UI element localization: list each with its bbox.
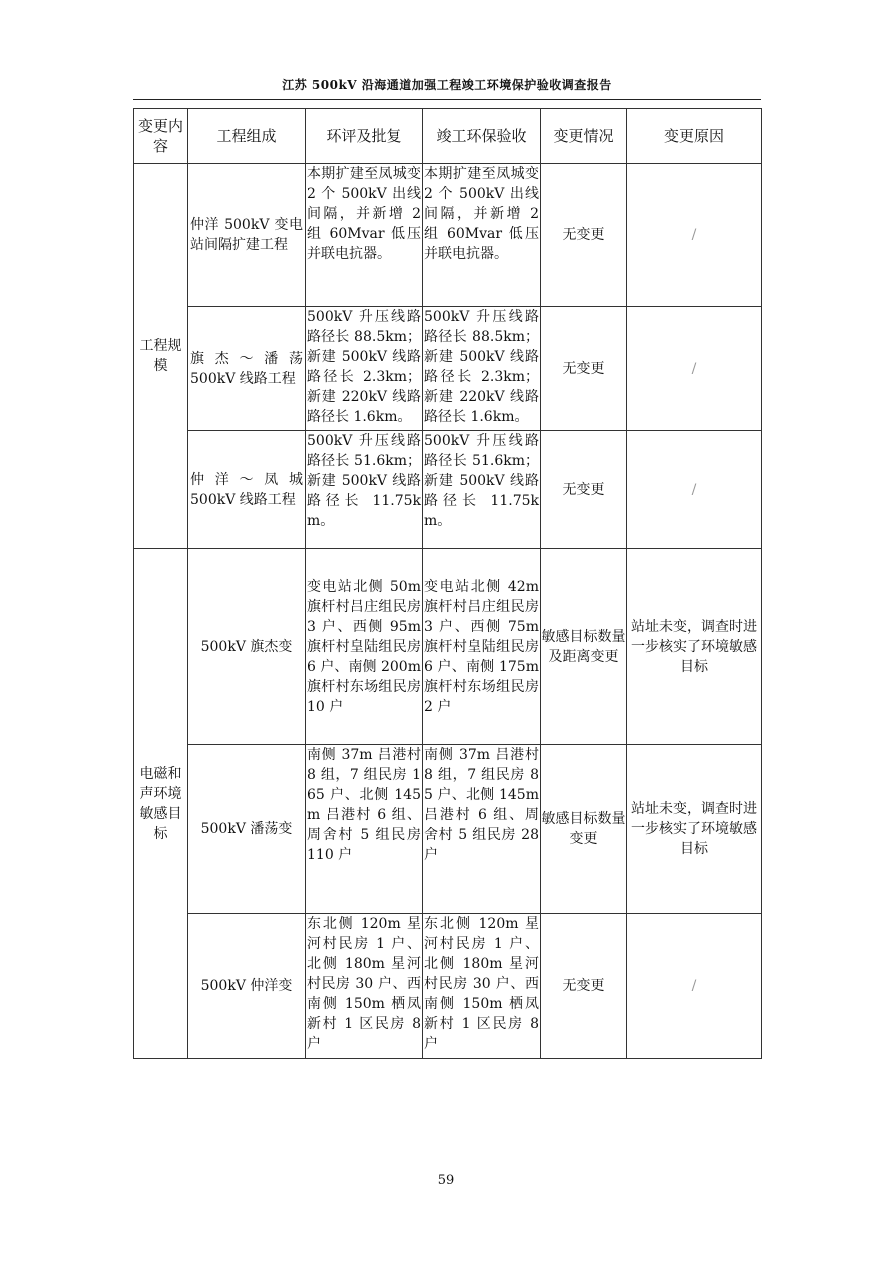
acceptance-cell: 南侧 37m 吕港村 8 组，7 组民房 85 户、北侧 145m 吕港村 6 组、周舍村 5 组民房 28 户 <box>423 745 541 914</box>
reason-cell: 站址未变，调查时进一步核实了环境敏感目标 <box>627 549 762 745</box>
reason-cell: / <box>627 307 762 431</box>
reason-cell: / <box>627 914 762 1059</box>
component-cell: 500kV 潘荡变 <box>188 745 306 914</box>
eia-cell: 500kV 升压线路路径长 51.6km；新建 500kV 线路路径长 11.75km。 <box>306 431 423 549</box>
reason-cell: / <box>627 431 762 549</box>
acceptance-cell: 500kV 升压线路路径长 51.6km；新建 500kV 线路路径长 11.75km。 <box>423 431 541 549</box>
table-row <box>134 431 762 549</box>
component-cell: 仲洋 500kV 变电站间隔扩建工程 <box>188 164 306 307</box>
column-header: 环评及批复 <box>306 109 423 164</box>
table-header-row <box>134 109 762 164</box>
header-rule <box>133 99 761 100</box>
component-cell: 500kV 旗杰变 <box>188 549 306 745</box>
table-row <box>134 745 762 914</box>
table-row <box>134 549 762 745</box>
page-header: 江苏 500kV 沿海通道加强工程竣工环境保护验收调查报告 <box>282 78 612 92</box>
acceptance-cell: 变电站北侧 42m 旗杆村吕庄组民房 3 户、西侧 75m 旗杆村皇陆组民房 6 户、南侧 175m 旗杆村东场组民房 2 户 <box>423 549 541 745</box>
table-row <box>134 307 762 431</box>
acceptance-cell: 本期扩建至凤城变 2 个 500kV 出线间隔，并新增 2 组 60Mvar 低压并联电抗器。 <box>423 164 541 307</box>
component-cell: 旗杰～潘荡 500kV 线路工程 <box>188 307 306 431</box>
page-number: 59 <box>437 1173 455 1188</box>
column-header: 变更情况 <box>541 109 627 164</box>
component-cell: 500kV 仲洋变 <box>188 914 306 1059</box>
change-cell: 无变更 <box>541 431 627 549</box>
column-header: 工程组成 <box>188 109 306 164</box>
reason-cell: / <box>627 164 762 307</box>
eia-cell: 东北侧 120m 星河村民房 1 户、北侧 180m 星河村民房 30 户、西南侧 150m 栖凤新村 1 区民房 8 户 <box>306 914 423 1059</box>
eia-cell: 500kV 升压线路路径长 88.5km；新建 500kV 线路路径长 2.3km；新建 220kV 线路路径长 1.6km。 <box>306 307 423 431</box>
column-header: 变更原因 <box>627 109 762 164</box>
eia-cell: 本期扩建至凤城变 2 个 500kV 出线间隔，并新增 2 组 60Mvar 低压并联电抗器。 <box>306 164 423 307</box>
eia-cell: 变电站北侧 50m 旗杆村吕庄组民房 3 户、西侧 95m 旗杆村皇陆组民房 6 户、南侧 200m 旗杆村东场组民房 10 户 <box>306 549 423 745</box>
acceptance-cell: 东北侧 120m 星河村民房 1 户、北侧 180m 星河村民房 30 户、西南侧 150m 栖凤新村 1 区民房 8 户 <box>423 914 541 1059</box>
change-cell: 敏感目标数量及距离变更 <box>541 549 627 745</box>
column-header: 变更内容 <box>134 109 188 164</box>
component-cell: 仲洋～凤城 500kV 线路工程 <box>188 431 306 549</box>
group-label: 电磁和声环境敏感目标 <box>134 549 188 1059</box>
column-header: 竣工环保验收 <box>423 109 541 164</box>
eia-cell: 南侧 37m 吕港村 8 组，7 组民房 165 户、北侧 145m 吕港村 6 组、周舍村 5 组民房 110 户 <box>306 745 423 914</box>
change-cell: 敏感目标数量变更 <box>541 745 627 914</box>
reason-cell: 站址未变，调查时进一步核实了环境敏感目标 <box>627 745 762 914</box>
group-label: 工程规模 <box>134 164 188 549</box>
change-cell: 无变更 <box>541 307 627 431</box>
table-row <box>134 164 762 307</box>
change-cell: 无变更 <box>541 914 627 1059</box>
table-row <box>134 914 762 1059</box>
change-cell: 无变更 <box>541 164 627 307</box>
acceptance-cell: 500kV 升压线路路径长 88.5km；新建 500kV 线路路径长 2.3km；新建 220kV 线路路径长 1.6km。 <box>423 307 541 431</box>
change-table <box>133 108 762 1059</box>
